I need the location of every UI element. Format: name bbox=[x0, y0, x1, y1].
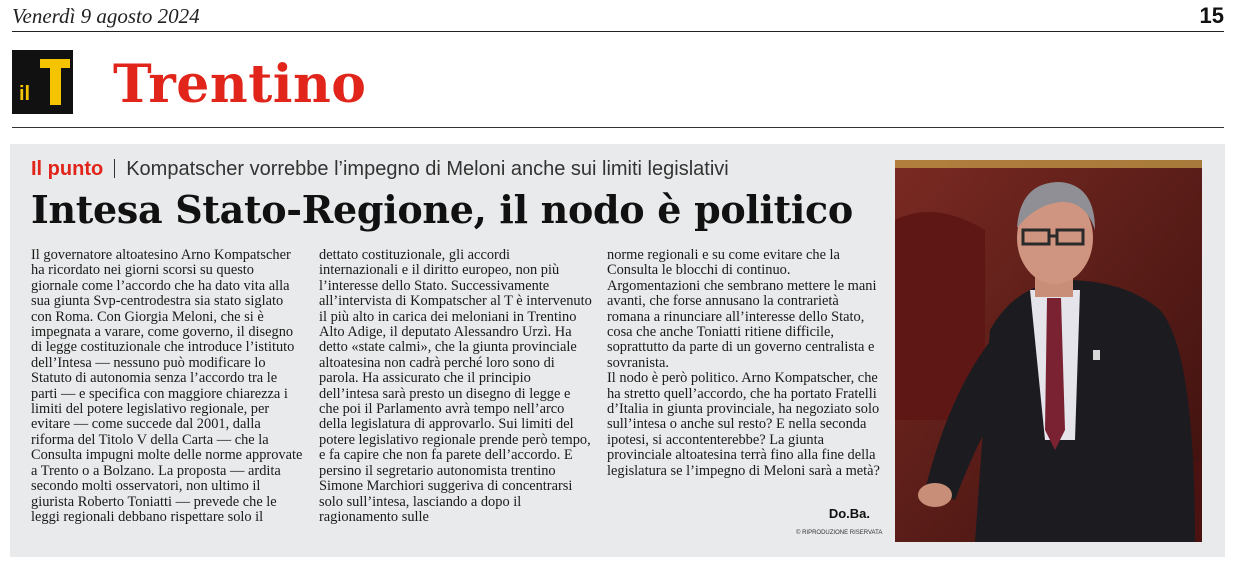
text-column-1 bbox=[31, 248, 304, 525]
article-tag: Il punto bbox=[31, 158, 104, 180]
paragraph: dettato costituzionale, gli accordi internazionali e il diritto europeo, non più l’interesse dello Stato. Successivamente all’intervista di Kompatscher al T è intervenuto il più alto in carica dei meloniani in Trentino Alto Adige, il deputato Alessandro Urzì. Ha detto «state calmi», che la giunta provinciale altoatesina non cadrà perché loro sono di parola. Ha assicurato che il principio dell’intesa sarà presto un disegno di legge e che poi il Parlamento avrà tempo nell’arco della legislatura di approvarlo. Sui limiti del potere legislativo regionale prende però tempo, e fa capire che non fa parete dell’accordo. E persino il segretario autonomista trentino Simone Marchiori suggeriva di concentrarsi solo sull’intesa, lasciando a dopo il ragionamento sulle bbox=[319, 247, 592, 525]
logo-il-text: il bbox=[19, 83, 31, 105]
paragraph: Il governatore altoatesino Arno Kompatscher ha ricordato nei giorni scorsi su questo giornale come l’accordo che ha dato vita alla sua giunta Svp-centrodestra sia stato siglato con Roma. Con Giorgia Meloni, che si è impegnata a varare, come governo, il disegno di legge costituzionale che introduce l’istituto dell’Intesa — nessuno può modificare lo Statuto di autonomia senza l’accordo tra le parti — e specifica con maggiore chiarezza i limiti del potere legislativo regionale, per evitare — come succede dal 2001, dalla riforma del Titolo V della Carta — che la Consulta impugni molte delle norme approvate a Trento o a Bolzano. La proposta — ardita secondo molti osservatori, non ultimo il giurista Roberto Toniatti — prevede che le leggi regionali debbano rispettare solo il bbox=[31, 247, 303, 525]
paragraph: Il nodo è però politico. Arno Kompatscher, che ha stretto quell’accordo, che ha portato Fratelli d’Italia in giunta provinciale, ha negoziato solo sull’intesa o anche sul resto? E nella seconda ipotesi, si accontenterebbe? La giunta provinciale altoatesina terrà fino alla fine della legislatura se l’impegno di Meloni sarà a metà? bbox=[607, 370, 880, 479]
page-number: 15 bbox=[1199, 3, 1224, 28]
section-title: Trentino bbox=[113, 54, 367, 115]
article-subheadline: Kompatscher vorrebbe l’impegno di Meloni anche sui limiti legislativi bbox=[126, 158, 729, 180]
kicker-separator bbox=[114, 159, 115, 178]
paragraph: norme regionali e su come evitare che la Consulta le blocchi di continuo. Argomentazioni che sembrano mettere le mani avanti, che forse annusano la contrarietà romana a rinunciare all’interesse dello Stato, cosa che anche Toniatti ritiene difficile, soprattutto da parte di un governo centralista e sovranista. bbox=[607, 247, 877, 371]
section-divider bbox=[12, 127, 1224, 128]
header-divider bbox=[12, 31, 1224, 32]
logo-t-stem bbox=[50, 59, 61, 105]
article-headline: Intesa Stato-Regione, il nodo è politico bbox=[31, 187, 853, 232]
article-photo bbox=[895, 160, 1202, 542]
article-box bbox=[10, 144, 1225, 557]
article-kicker bbox=[31, 158, 729, 181]
copyright-notice: © RIPRODUZIONE RISERVATA bbox=[796, 530, 883, 536]
text-column-3 bbox=[607, 248, 880, 479]
author-signature: Do.Ba. bbox=[828, 506, 870, 521]
photo-illustration bbox=[895, 160, 1202, 542]
newspaper-logo bbox=[12, 50, 73, 114]
publication-date: Venerdì 9 agosto 2024 bbox=[12, 4, 200, 28]
text-column-2 bbox=[319, 248, 592, 525]
